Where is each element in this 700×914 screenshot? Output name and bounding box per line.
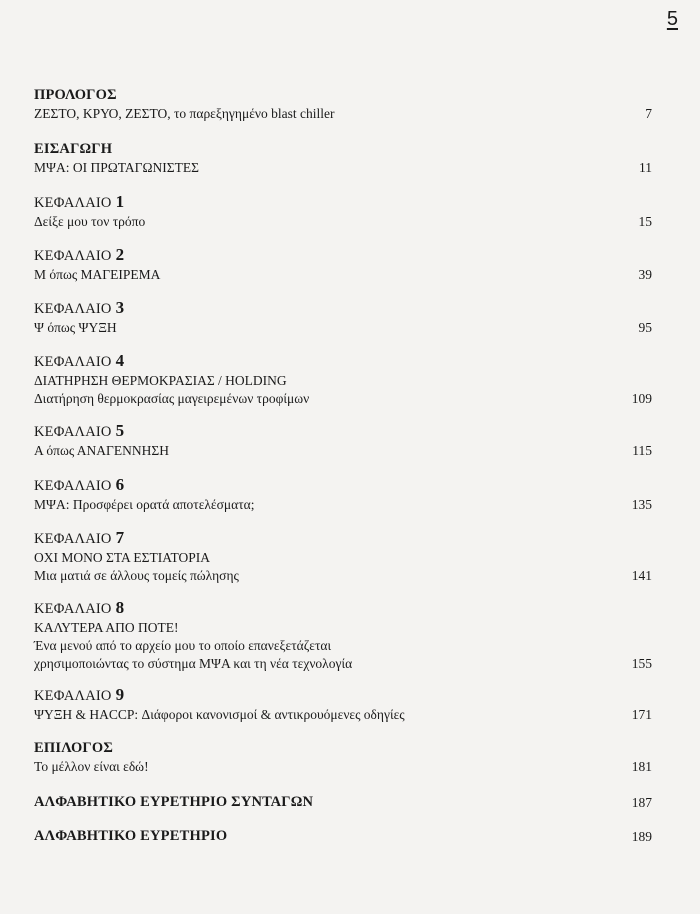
toc-heading bbox=[34, 351, 652, 372]
toc-subtitle: ΚΑΛΥΤΕΡΑ ΑΠΟ ΠΟΤΕ! bbox=[34, 620, 179, 635]
toc-heading-text: ΚΕΦΑΛΑΙΟ bbox=[34, 248, 112, 264]
toc-subtitle: Μ όπως ΜΑΓΕΙΡΕΜΑ bbox=[34, 267, 161, 282]
toc-subtitle: Μια ματιά σε άλλους τομείς πώλησης bbox=[34, 568, 239, 583]
toc-heading bbox=[34, 793, 652, 812]
toc-heading bbox=[34, 140, 652, 159]
toc-page-number: 181 bbox=[631, 759, 652, 774]
toc-subtitle: χρησιμοποιώντας το σύστημα ΜΨΑ και τη νέα τεχνολογία bbox=[34, 656, 353, 671]
toc-page-number: 155 bbox=[631, 656, 652, 671]
toc-subtitle: ΟΧΙ ΜΟΝΟ ΣΤΑ ΕΣΤΙΑΤΟΡΙΑ bbox=[34, 550, 211, 565]
toc-page-number: 7 bbox=[645, 106, 652, 121]
toc-heading bbox=[34, 739, 652, 758]
toc-entry[interactable] bbox=[34, 685, 652, 724]
toc-heading bbox=[34, 245, 652, 266]
toc-entry[interactable] bbox=[34, 793, 652, 812]
toc-entry[interactable] bbox=[34, 351, 652, 408]
toc-subtitle: Ψ όπως ΨΥΞΗ bbox=[34, 320, 117, 335]
toc-entry[interactable] bbox=[34, 475, 652, 514]
toc-heading-text: ΚΕΦΑΛΑΙΟ bbox=[34, 301, 112, 317]
toc-heading bbox=[34, 298, 652, 319]
toc-heading-text: ΚΕΦΑΛΑΙΟ bbox=[34, 478, 112, 494]
toc-heading-text: ΑΛΦΑΒΗΤΙΚΟ ΕΥΡΕΤΗΡΙΟ ΣΥΝΤΑΓΩΝ bbox=[34, 794, 314, 810]
chapter-number: 3 bbox=[115, 298, 125, 317]
toc-heading-text: ΚΕΦΑΛΑΙΟ bbox=[34, 531, 112, 547]
toc-heading-text: ΚΕΦΑΛΑΙΟ bbox=[34, 424, 112, 440]
chapter-number: 6 bbox=[115, 475, 125, 494]
toc-subtitle: Το μέλλον είναι εδώ! bbox=[34, 759, 149, 774]
toc-subtitle: Δείξε μου τον τρόπο bbox=[34, 214, 146, 229]
toc-heading-text: ΕΙΣΑΓΩΓΗ bbox=[34, 141, 113, 157]
chapter-number: 9 bbox=[115, 685, 125, 704]
toc-heading bbox=[34, 421, 652, 442]
toc-page-number: 189 bbox=[631, 829, 652, 844]
page-number: 5 bbox=[666, 8, 678, 30]
toc-page-number: 95 bbox=[638, 320, 652, 335]
toc-page-number: 141 bbox=[631, 568, 652, 583]
toc-heading-text: ΚΕΦΑΛΑΙΟ bbox=[34, 354, 112, 370]
toc-subtitle: ΨΥΞΗ & HACCP: Διάφοροι κανονισμοί & αντικρουόμενες οδηγίες bbox=[34, 707, 405, 722]
toc-page-number: 15 bbox=[638, 214, 652, 229]
toc-subtitle: Α όπως ΑΝΑΓΕΝΝΗΣΗ bbox=[34, 443, 169, 458]
toc-page-number: 135 bbox=[631, 497, 652, 512]
toc-heading bbox=[34, 192, 652, 213]
toc-subtitle: ΜΨΑ: Προσφέρει ορατά αποτελέσματα; bbox=[34, 497, 255, 512]
toc-entry[interactable] bbox=[34, 245, 652, 284]
toc-entry[interactable] bbox=[34, 598, 652, 673]
toc-page-number: 187 bbox=[631, 795, 652, 810]
chapter-number: 7 bbox=[115, 528, 125, 547]
toc-page-number: 11 bbox=[639, 160, 652, 175]
toc-subtitle: ΜΨΑ: ΟΙ ΠΡΩΤΑΓΩΝΙΣΤΕΣ bbox=[34, 160, 199, 175]
toc-page-number: 115 bbox=[632, 443, 652, 458]
chapter-number: 5 bbox=[115, 421, 125, 440]
toc-heading bbox=[34, 598, 652, 619]
chapter-number: 2 bbox=[115, 245, 125, 264]
toc-page-number: 39 bbox=[638, 267, 652, 282]
toc-heading bbox=[34, 827, 652, 846]
toc-subtitle: ΖΕΣΤΟ, ΚΡΥΟ, ΖΕΣΤΟ, το παρεξηγημένο blast chiller bbox=[34, 106, 335, 121]
toc-entry[interactable] bbox=[34, 739, 652, 776]
toc-entry[interactable] bbox=[34, 140, 652, 177]
toc-entry[interactable] bbox=[34, 421, 652, 460]
toc-page-number: 171 bbox=[631, 707, 652, 722]
toc-entry[interactable] bbox=[34, 298, 652, 337]
toc-heading-text: ΚΕΦΑΛΑΙΟ bbox=[34, 601, 112, 617]
chapter-number: 4 bbox=[115, 351, 125, 370]
toc-heading bbox=[34, 86, 652, 105]
chapter-number: 8 bbox=[115, 598, 125, 617]
toc-heading bbox=[34, 685, 652, 706]
toc-entry[interactable] bbox=[34, 192, 652, 231]
toc-subtitle: Διατήρηση θερμοκρασίας μαγειρεμένων τροφίμων bbox=[34, 391, 310, 406]
chapter-number: 1 bbox=[115, 192, 125, 211]
toc-page-number: 109 bbox=[631, 391, 652, 406]
toc-subtitle: Ένα μενού από το αρχείο μου το οποίο επανεξετάζεται bbox=[34, 638, 332, 653]
toc-entry[interactable] bbox=[34, 86, 652, 123]
toc-heading-text: ΑΛΦΑΒΗΤΙΚΟ ΕΥΡΕΤΗΡΙΟ bbox=[34, 828, 228, 844]
toc-heading-text: ΠΡΟΛΟΓΟΣ bbox=[34, 87, 117, 103]
toc-heading bbox=[34, 475, 652, 496]
toc-entry[interactable] bbox=[34, 827, 652, 846]
toc-subtitle: ΔΙΑΤΗΡΗΣΗ ΘΕΡΜΟΚΡΑΣΙΑΣ / HOLDING bbox=[34, 373, 287, 388]
toc-heading-text: ΚΕΦΑΛΑΙΟ bbox=[34, 688, 112, 704]
toc-heading-text: ΚΕΦΑΛΑΙΟ bbox=[34, 195, 112, 211]
toc-heading-text: ΕΠΙΛΟΓΟΣ bbox=[34, 740, 114, 756]
toc-heading bbox=[34, 528, 652, 549]
toc-entry[interactable] bbox=[34, 528, 652, 585]
